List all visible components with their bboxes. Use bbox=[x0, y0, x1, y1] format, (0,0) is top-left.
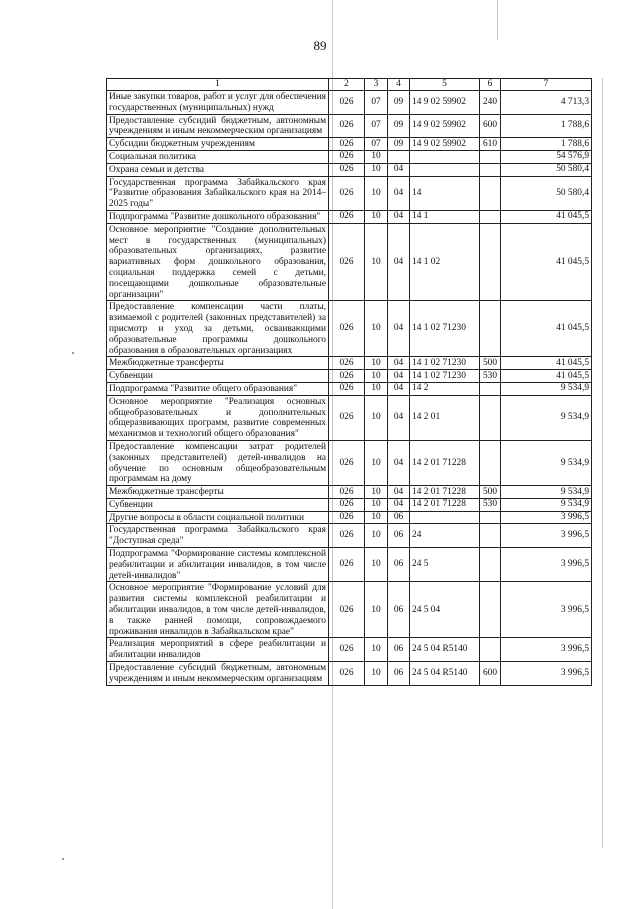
row-expense-type-cell bbox=[480, 301, 501, 357]
row-name-cell: Подпрограмма "Формирование системы комплексной реабилитации и абилитации инвалидов, в том числе детей-инвалидов" bbox=[107, 548, 329, 582]
row-subsection-cell: 04 bbox=[388, 370, 410, 383]
column-header: 7 bbox=[501, 79, 592, 91]
table-row bbox=[107, 511, 592, 524]
table-row bbox=[107, 223, 592, 301]
row-section-cell: 10 bbox=[365, 163, 388, 176]
column-header: 4 bbox=[388, 79, 410, 91]
row-expense-type-cell: 610 bbox=[480, 138, 501, 151]
row-ministry-code-cell: 026 bbox=[329, 138, 365, 151]
row-ministry-code-cell: 026 bbox=[329, 370, 365, 383]
table-row bbox=[107, 498, 592, 511]
row-name-cell: Межбюджетные трансферты bbox=[107, 357, 329, 370]
scan-artifact-line bbox=[602, 78, 603, 848]
row-section-cell: 10 bbox=[365, 582, 388, 638]
table-row bbox=[107, 210, 592, 223]
row-ministry-code-cell: 026 bbox=[329, 382, 365, 395]
row-name-cell: Основное мероприятие "Формирование условий для развития системы комплексной реабилитации и абилитации инвалидов, в том числе детей-инвалидов, в также ранней помощи, сопровождаемого проживания инвалидов в Забайкальском крае" bbox=[107, 582, 329, 638]
row-expense-type-cell bbox=[480, 524, 501, 548]
row-amount-cell: 4 713,3 bbox=[501, 91, 592, 115]
row-name-cell: Государственная программа Забайкальского края "Доступная среда" bbox=[107, 524, 329, 548]
row-amount-cell: 41 045,5 bbox=[501, 357, 592, 370]
row-target-article-cell: 14 1 02 71230 bbox=[410, 370, 480, 383]
row-ministry-code-cell: 026 bbox=[329, 548, 365, 582]
scan-artifact-line bbox=[497, 0, 498, 40]
row-name-cell: Предоставление компенсации затрат родителей (законных представителей) детей-инвалидов на обучение по основным общеобразовательным программам на дому bbox=[107, 440, 329, 485]
row-subsection-cell: 04 bbox=[388, 498, 410, 511]
row-ministry-code-cell: 026 bbox=[329, 440, 365, 485]
row-section-cell: 10 bbox=[365, 638, 388, 662]
table-body bbox=[107, 91, 592, 686]
row-target-article-cell: 14 2 01 bbox=[410, 395, 480, 440]
row-expense-type-cell: 240 bbox=[480, 91, 501, 115]
table-row bbox=[107, 91, 592, 115]
row-ministry-code-cell: 026 bbox=[329, 511, 365, 524]
row-expense-type-cell bbox=[480, 395, 501, 440]
row-target-article-cell: 14 2 bbox=[410, 382, 480, 395]
table-row bbox=[107, 524, 592, 548]
row-section-cell: 10 bbox=[365, 301, 388, 357]
row-amount-cell: 3 996,5 bbox=[501, 524, 592, 548]
row-section-cell: 10 bbox=[365, 511, 388, 524]
row-expense-type-cell bbox=[480, 150, 501, 163]
row-target-article-cell: 24 5 bbox=[410, 548, 480, 582]
row-subsection-cell: 04 bbox=[388, 176, 410, 210]
row-expense-type-cell: 500 bbox=[480, 486, 501, 499]
row-section-cell: 10 bbox=[365, 498, 388, 511]
row-expense-type-cell bbox=[480, 210, 501, 223]
row-ministry-code-cell: 026 bbox=[329, 223, 365, 301]
column-header: 3 bbox=[365, 79, 388, 91]
row-target-article-cell: 24 5 04 bbox=[410, 582, 480, 638]
row-amount-cell: 50 580,4 bbox=[501, 176, 592, 210]
row-section-cell: 10 bbox=[365, 223, 388, 301]
row-subsection-cell: 04 bbox=[388, 440, 410, 485]
row-expense-type-cell: 600 bbox=[480, 662, 501, 686]
row-subsection-cell bbox=[388, 150, 410, 163]
row-target-article-cell: 14 1 02 71230 bbox=[410, 301, 480, 357]
row-target-article-cell: 24 5 04 R5140 bbox=[410, 662, 480, 686]
row-target-article-cell: 14 2 01 71228 bbox=[410, 486, 480, 499]
row-section-cell: 10 bbox=[365, 210, 388, 223]
row-section-cell: 10 bbox=[365, 370, 388, 383]
row-section-cell: 10 bbox=[365, 357, 388, 370]
row-target-article-cell bbox=[410, 511, 480, 524]
row-section-cell: 10 bbox=[365, 440, 388, 485]
table-row bbox=[107, 486, 592, 499]
row-subsection-cell: 06 bbox=[388, 638, 410, 662]
row-subsection-cell: 04 bbox=[388, 163, 410, 176]
row-amount-cell: 3 996,5 bbox=[501, 511, 592, 524]
row-expense-type-cell bbox=[480, 511, 501, 524]
row-target-article-cell: 14 2 01 71228 bbox=[410, 498, 480, 511]
row-subsection-cell: 04 bbox=[388, 382, 410, 395]
row-section-cell: 07 bbox=[365, 138, 388, 151]
row-target-article-cell: 14 bbox=[410, 176, 480, 210]
row-amount-cell: 41 045,5 bbox=[501, 301, 592, 357]
row-name-cell: Подпрограмма "Развитие дошкольного образования" bbox=[107, 210, 329, 223]
row-name-cell: Основное мероприятие "Реализация основных общеобразовательных и дополнительных общеразвивающих программ, развитие современных механизмов и технологий общего образования" bbox=[107, 395, 329, 440]
row-amount-cell: 1 788,6 bbox=[501, 114, 592, 138]
table-row bbox=[107, 638, 592, 662]
row-section-cell: 07 bbox=[365, 114, 388, 138]
row-ministry-code-cell: 026 bbox=[329, 582, 365, 638]
table-row bbox=[107, 150, 592, 163]
row-name-cell: Субсидии бюджетным учреждениям bbox=[107, 138, 329, 151]
table-row bbox=[107, 662, 592, 686]
row-amount-cell: 41 045,5 bbox=[501, 370, 592, 383]
row-target-article-cell bbox=[410, 150, 480, 163]
column-header: 2 bbox=[329, 79, 365, 91]
row-subsection-cell: 04 bbox=[388, 210, 410, 223]
row-amount-cell: 9 534,9 bbox=[501, 486, 592, 499]
column-header: 1 bbox=[107, 79, 329, 91]
row-name-cell: Другие вопросы в области социальной политики bbox=[107, 511, 329, 524]
table-row bbox=[107, 382, 592, 395]
row-amount-cell: 9 534,9 bbox=[501, 382, 592, 395]
row-name-cell: Предоставление субсидий бюджетным, автономным учреждениям и иным некоммерческим организациям bbox=[107, 662, 329, 686]
row-target-article-cell: 14 2 01 71228 bbox=[410, 440, 480, 485]
row-section-cell: 10 bbox=[365, 486, 388, 499]
row-subsection-cell: 04 bbox=[388, 395, 410, 440]
row-name-cell: Иные закупки товаров, работ и услуг для обеспечения государственных (муниципальных) нужд bbox=[107, 91, 329, 115]
row-name-cell: Государственная программа Забайкальского края "Развитие образования Забайкальского края на 2014–2025 годы" bbox=[107, 176, 329, 210]
row-subsection-cell: 04 bbox=[388, 357, 410, 370]
table-row bbox=[107, 176, 592, 210]
row-subsection-cell: 09 bbox=[388, 91, 410, 115]
row-name-cell: Предоставление компенсации части платы, взимаемой с родителей (законных представителей) за присмотр и уход за детьми, осваивающими образовательные программы дошкольного образования в образовательных организациях bbox=[107, 301, 329, 357]
row-expense-type-cell bbox=[480, 440, 501, 485]
row-target-article-cell bbox=[410, 163, 480, 176]
row-ministry-code-cell: 026 bbox=[329, 395, 365, 440]
row-expense-type-cell: 530 bbox=[480, 370, 501, 383]
row-ministry-code-cell: 026 bbox=[329, 176, 365, 210]
row-section-cell: 10 bbox=[365, 548, 388, 582]
row-amount-cell: 9 534,9 bbox=[501, 395, 592, 440]
row-subsection-cell: 06 bbox=[388, 662, 410, 686]
row-section-cell: 10 bbox=[365, 524, 388, 548]
row-expense-type-cell: 600 bbox=[480, 114, 501, 138]
row-target-article-cell: 14 1 02 71230 bbox=[410, 357, 480, 370]
row-amount-cell: 50 580,4 bbox=[501, 163, 592, 176]
row-amount-cell: 1 788,6 bbox=[501, 138, 592, 151]
row-target-article-cell: 14 9 02 59902 bbox=[410, 91, 480, 115]
table-row bbox=[107, 301, 592, 357]
row-subsection-cell: 06 bbox=[388, 548, 410, 582]
row-section-cell: 10 bbox=[365, 150, 388, 163]
row-target-article-cell: 14 1 bbox=[410, 210, 480, 223]
row-ministry-code-cell: 026 bbox=[329, 163, 365, 176]
row-subsection-cell: 06 bbox=[388, 524, 410, 548]
table-row bbox=[107, 114, 592, 138]
row-expense-type-cell bbox=[480, 223, 501, 301]
row-amount-cell: 3 996,5 bbox=[501, 638, 592, 662]
row-amount-cell: 9 534,9 bbox=[501, 498, 592, 511]
table-header-row bbox=[107, 79, 592, 91]
row-target-article-cell: 24 5 04 R5140 bbox=[410, 638, 480, 662]
row-name-cell: Основное мероприятие "Создание дополнительных мест в государственных (муниципальных) образовательных организациях, развитие вариативных форм дошкольного образования, социальная поддержка семей с детьми, посещающими дошкольные образовательные организации" bbox=[107, 223, 329, 301]
budget-table bbox=[106, 78, 592, 686]
scan-speck bbox=[72, 352, 74, 354]
row-name-cell: Реализация мероприятий в сфере реабилитации и абилитации инвалидов bbox=[107, 638, 329, 662]
row-expense-type-cell bbox=[480, 163, 501, 176]
row-expense-type-cell: 500 bbox=[480, 357, 501, 370]
row-target-article-cell: 24 bbox=[410, 524, 480, 548]
row-name-cell: Субвенции bbox=[107, 370, 329, 383]
row-name-cell: Подпрограмма "Развитие общего образования" bbox=[107, 382, 329, 395]
row-expense-type-cell bbox=[480, 382, 501, 395]
row-name-cell: Межбюджетные трансферты bbox=[107, 486, 329, 499]
row-target-article-cell: 14 9 02 59902 bbox=[410, 138, 480, 151]
row-amount-cell: 41 045,5 bbox=[501, 223, 592, 301]
table-row bbox=[107, 370, 592, 383]
table-row bbox=[107, 163, 592, 176]
column-header: 5 bbox=[410, 79, 480, 91]
table-row bbox=[107, 357, 592, 370]
row-expense-type-cell bbox=[480, 548, 501, 582]
table-row bbox=[107, 582, 592, 638]
row-expense-type-cell bbox=[480, 638, 501, 662]
row-ministry-code-cell: 026 bbox=[329, 301, 365, 357]
row-subsection-cell: 04 bbox=[388, 486, 410, 499]
row-target-article-cell: 14 9 02 59902 bbox=[410, 114, 480, 138]
table-row bbox=[107, 548, 592, 582]
row-expense-type-cell: 530 bbox=[480, 498, 501, 511]
column-header: 6 bbox=[480, 79, 501, 91]
row-subsection-cell: 04 bbox=[388, 301, 410, 357]
row-ministry-code-cell: 026 bbox=[329, 210, 365, 223]
page-number: 89 bbox=[313, 38, 327, 53]
row-subsection-cell: 09 bbox=[388, 114, 410, 138]
row-amount-cell: 3 996,5 bbox=[501, 662, 592, 686]
row-subsection-cell: 06 bbox=[388, 511, 410, 524]
row-expense-type-cell bbox=[480, 176, 501, 210]
table-row bbox=[107, 440, 592, 485]
budget-table-container bbox=[106, 78, 591, 686]
row-amount-cell: 54 576,9 bbox=[501, 150, 592, 163]
row-section-cell: 10 bbox=[365, 176, 388, 210]
row-expense-type-cell bbox=[480, 582, 501, 638]
row-name-cell: Социальная политика bbox=[107, 150, 329, 163]
row-ministry-code-cell: 026 bbox=[329, 91, 365, 115]
row-ministry-code-cell: 026 bbox=[329, 357, 365, 370]
row-ministry-code-cell: 026 bbox=[329, 524, 365, 548]
row-subsection-cell: 09 bbox=[388, 138, 410, 151]
row-ministry-code-cell: 026 bbox=[329, 638, 365, 662]
row-section-cell: 10 bbox=[365, 395, 388, 440]
row-subsection-cell: 04 bbox=[388, 223, 410, 301]
row-ministry-code-cell: 026 bbox=[329, 150, 365, 163]
row-name-cell: Предоставление субсидий бюджетным, автономным учреждениям и иным некоммерческим организациям bbox=[107, 114, 329, 138]
row-ministry-code-cell: 026 bbox=[329, 486, 365, 499]
row-amount-cell: 3 996,5 bbox=[501, 582, 592, 638]
row-subsection-cell: 06 bbox=[388, 582, 410, 638]
row-target-article-cell: 14 1 02 bbox=[410, 223, 480, 301]
row-ministry-code-cell: 026 bbox=[329, 498, 365, 511]
row-section-cell: 10 bbox=[365, 382, 388, 395]
scan-speck bbox=[62, 858, 64, 860]
table-row bbox=[107, 138, 592, 151]
table-row bbox=[107, 395, 592, 440]
row-amount-cell: 9 534,9 bbox=[501, 440, 592, 485]
row-ministry-code-cell: 026 bbox=[329, 114, 365, 138]
row-ministry-code-cell: 026 bbox=[329, 662, 365, 686]
row-amount-cell: 41 045,5 bbox=[501, 210, 592, 223]
row-name-cell: Субвенции bbox=[107, 498, 329, 511]
row-section-cell: 07 bbox=[365, 91, 388, 115]
row-section-cell: 10 bbox=[365, 662, 388, 686]
row-amount-cell: 3 996,5 bbox=[501, 548, 592, 582]
row-name-cell: Охрана семьи и детства bbox=[107, 163, 329, 176]
